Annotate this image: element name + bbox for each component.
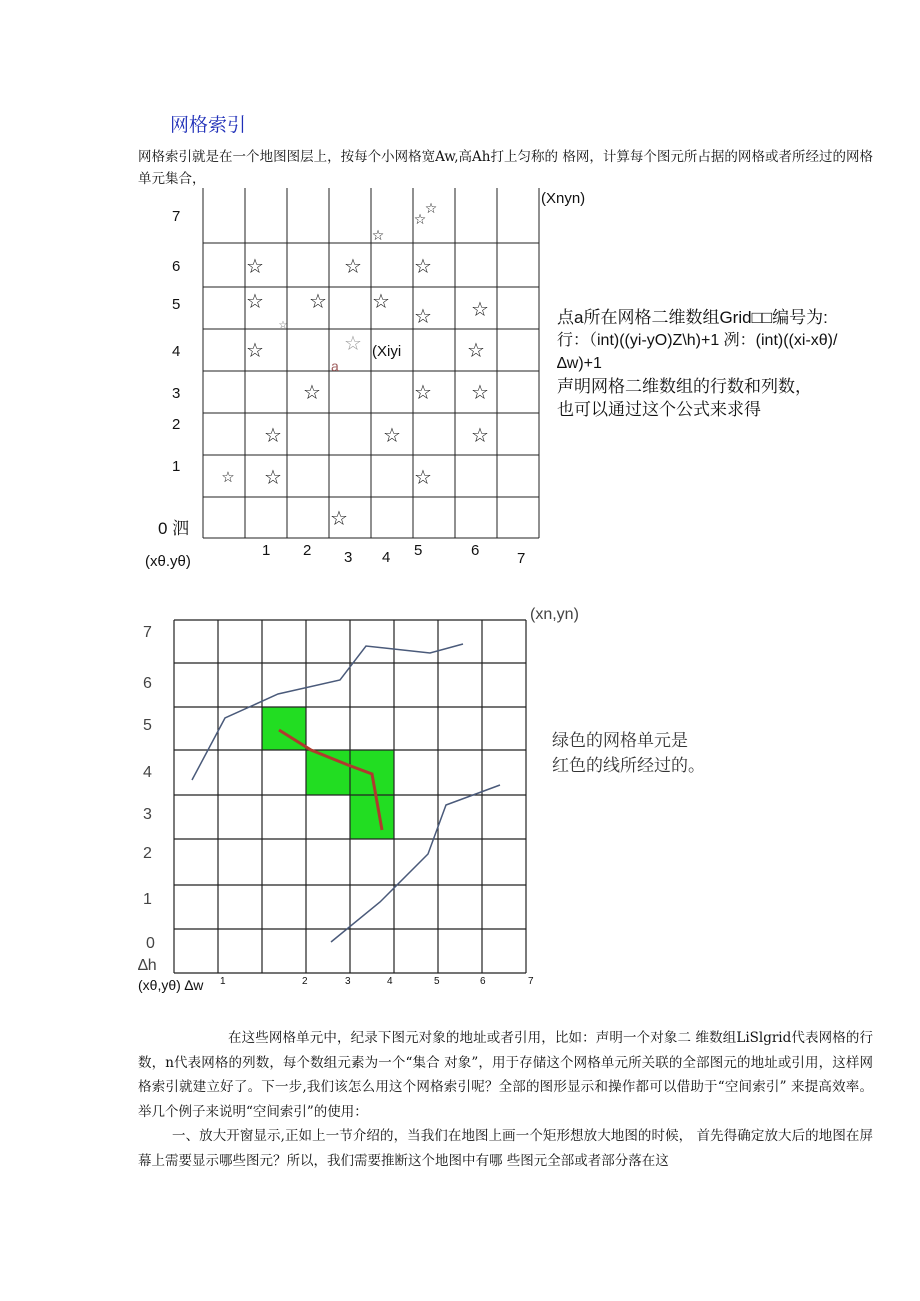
figure2-origin-label: (xθ,yθ) ∆w (138, 977, 204, 993)
star-icon: ☆ (246, 338, 264, 362)
figure1-grid (0, 0, 920, 600)
x-tick-label: 6 (480, 976, 486, 987)
star-icon: ☆ (344, 331, 362, 355)
star-icon: ☆ (246, 254, 264, 278)
y-tick-label: 1 (143, 891, 152, 908)
x-tick-label: 4 (387, 976, 393, 987)
y-tick-label: 4 (172, 343, 181, 360)
figure2-corner-label: (xn,yn) (530, 606, 579, 623)
figure2-dh-label: ∆h (138, 957, 157, 974)
x-tick-label: 3 (345, 976, 351, 987)
body-text (138, 1026, 873, 1173)
figure1-stars (221, 201, 489, 530)
y-tick-label: 3 (143, 806, 152, 823)
x-tick-label: 6 (471, 542, 480, 559)
x-tick-label: 2 (303, 542, 312, 559)
x-tick-label: 4 (382, 549, 391, 566)
y-tick-label: 5 (172, 296, 181, 313)
y-tick-label: 0 泗 (158, 519, 190, 538)
y-tick-label: 6 (143, 675, 152, 692)
star-icon: ☆ (471, 297, 489, 321)
highlight-cell (350, 795, 394, 839)
figure1-point-name: a (331, 358, 339, 374)
note-line: 行：（int)((yi-yO)Z\h)+1 冽：(int)((xi-xθ)/ ∆w)+1 (557, 332, 838, 372)
star-icon: ☆ (413, 212, 427, 228)
figure2-y-axis-labels (143, 624, 155, 952)
star-icon: ☆ (278, 320, 288, 331)
star-icon: ☆ (467, 338, 485, 362)
x-tick-label: 3 (344, 549, 353, 566)
y-tick-label: 6 (172, 258, 181, 275)
figure1-note (557, 306, 877, 421)
star-icon: ☆ (414, 254, 432, 278)
y-tick-label: 7 (143, 624, 152, 641)
star-icon: ☆ (330, 506, 348, 530)
intro-paragraph: 网格索引就是在一个地图图层上，按每个小网格宽Aw,高Ah打上匀称的 格网，计算每个图元所占据的网格或者所经过的网格单元集合， (138, 149, 873, 187)
star-icon: ☆ (303, 380, 321, 404)
body-paragraph: 一、放大开窗显示,正如上一节介绍的，当我们在地图上画一个矩形想放大地图的时候， 首先得确定放大后的地图在屏幕上需要显示哪些图元？所以，我们需要推断这个地图中有哪 些图元全部或者部分落在这 (138, 1128, 873, 1169)
body-paragraph: 在这些网格单元中，纪录下图元对象的地址或者引用，比如：声明一个对象二 维数组LiSlgrid代表网格的行数，n代表网格的列数，每个数组元素为一个“集合 对象”，用于存储这个网格单元所关联的全部图元的地址或引用，这样网格索引就建立好了。下一步,我们该怎么用这个网格索引呢？全部的图形显示和操作都可以借助于“空间索引” 来提高效率。举几个例子来说明“空间索引”的使用： (138, 1030, 873, 1120)
figure1-corner-label: (Xnyn) (541, 190, 586, 207)
page-title: 网格索引 (170, 114, 247, 136)
y-tick-label: 3 (172, 385, 181, 402)
y-tick-label: 7 (172, 208, 181, 225)
y-tick-label: 4 (143, 764, 152, 781)
star-icon: ☆ (414, 304, 432, 328)
figure2-x-axis-labels (220, 976, 534, 987)
star-icon: ☆ (246, 289, 264, 313)
figure2-green-cells (262, 707, 394, 839)
star-icon: ☆ (264, 423, 282, 447)
y-tick-label: 5 (143, 717, 152, 734)
y-tick-label: 1 (172, 458, 181, 475)
y-tick-label: 2 (172, 416, 181, 433)
star-icon: ☆ (414, 380, 432, 404)
note-line: 绿色的网格单元是 (552, 731, 688, 750)
x-tick-label: 5 (414, 542, 423, 559)
note-line: 声明网格二维数组的行数和列数， (557, 377, 812, 396)
x-tick-label: 2 (302, 976, 308, 987)
figure2-note (552, 728, 772, 778)
figure1-y-axis-labels (158, 208, 189, 538)
star-icon: ☆ (372, 289, 390, 313)
x-tick-label: 1 (220, 976, 226, 987)
figure1-origin-label: (xθ.yθ) (145, 553, 191, 570)
star-icon: ☆ (424, 201, 438, 217)
y-tick-label: 0 (146, 935, 155, 952)
star-icon: ☆ (383, 423, 401, 447)
star-icon: ☆ (221, 468, 235, 486)
figure2-grid (0, 590, 920, 1010)
x-tick-label: 7 (517, 550, 526, 567)
note-line: 红色的线所经过的。 (552, 756, 705, 775)
figure2-grid-lines (174, 620, 526, 973)
y-tick-label: 2 (143, 845, 152, 862)
figure1-x-axis-labels (262, 542, 525, 567)
star-icon: ☆ (471, 380, 489, 404)
figure1-point-label: (Xiyi (372, 343, 402, 360)
star-icon: ☆ (371, 228, 385, 244)
note-line: 也可以通过这个公式来求得 (557, 400, 761, 419)
star-icon: ☆ (309, 289, 327, 313)
star-icon: ☆ (471, 423, 489, 447)
star-icon: ☆ (414, 465, 432, 489)
x-tick-label: 1 (262, 542, 271, 559)
star-icon: ☆ (264, 465, 282, 489)
x-tick-label: 7 (528, 976, 534, 987)
star-icon: ☆ (344, 254, 362, 278)
note-line: 点a所在网格二维数组Grid□□编号为: (557, 308, 828, 327)
x-tick-label: 5 (434, 976, 440, 987)
